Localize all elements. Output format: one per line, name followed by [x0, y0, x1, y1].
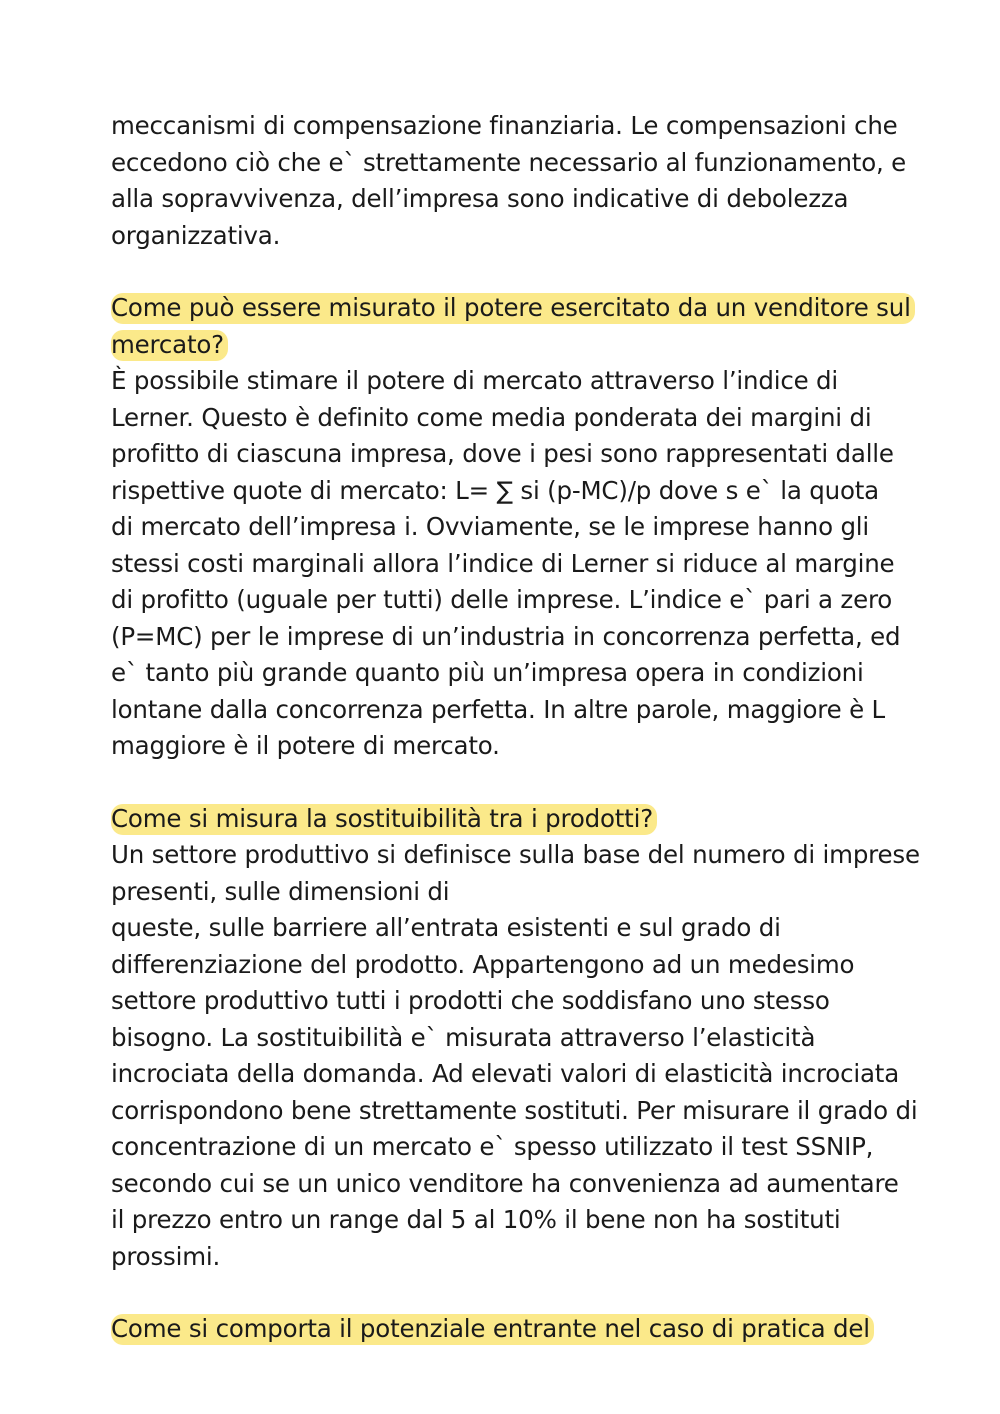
paragraph-gap	[111, 1275, 911, 1311]
answer-line: lontane dalla concorrenza perfetta. In altre parole, maggiore è L	[111, 694, 885, 724]
question-line	[111, 1311, 911, 1348]
text-line: meccanismi di compensazione finanziaria. Le compensazioni che	[111, 111, 898, 140]
answer-line: concentrazione di un mercato e` spesso utilizzato il test SSNIP,	[111, 1132, 874, 1161]
answer-line: profitto di ciascuna impresa, dove i pesi sono rappresentati dalle	[111, 439, 894, 468]
answer-line: il prezzo entro un range dal 5 al 10% il bene non ha sostituti	[111, 1205, 841, 1234]
answer-line: di mercato dell’impresa i. Ovviamente, se le imprese hanno gli	[111, 512, 870, 541]
question-line	[111, 290, 911, 327]
answer-line: di profitto (uguale per tutti) delle imprese. L’indice e` pari a zero	[111, 585, 893, 614]
answer-line: prossimi.	[111, 1241, 221, 1271]
text-line: alla sopravvivenza, dell’impresa sono indicative di debolezza	[111, 184, 849, 213]
answer-line: settore produttivo tutti i prodotti che soddisfano uno stesso	[111, 986, 830, 1015]
answer-line: queste, sulle barriere all’entrata esistenti e sul grado di	[111, 913, 781, 942]
answer-line: corrispondono bene strettamente sostituti. Per misurare il grado di	[111, 1095, 918, 1125]
answer-line: differenziazione del prodotto. Appartengono ad un medesimo	[111, 949, 855, 979]
highlighted-question: Come si comporta il potenziale entrante nel caso di pratica del	[111, 1314, 874, 1345]
answer-line: Lerner. Questo è definito come media ponderata dei margini di	[111, 402, 872, 432]
paragraph-intro	[111, 108, 911, 254]
answer-line: Un settore produttivo si definisce sulla base del numero di imprese	[111, 840, 920, 869]
question-line	[111, 327, 911, 364]
text-line: eccedono ciò che e` strettamente necessario al funzionamento, e	[111, 147, 907, 177]
answer-line: (P=MC) per le imprese di un’industria in concorrenza perfetta, ed	[111, 621, 901, 651]
answer-line: rispettive quote di mercato: L= ∑ si (p-MC)/p dove s e` la quota	[111, 475, 879, 505]
document-page	[111, 108, 920, 1348]
section-market-power	[111, 290, 911, 765]
paragraph-gap	[111, 254, 911, 290]
text-line: organizzativa.	[111, 220, 281, 250]
answer-line: maggiore è il potere di mercato.	[111, 731, 500, 760]
section-substitutability	[111, 801, 920, 1276]
highlighted-question: Come si misura la sostituibilità tra i prodotti?	[111, 804, 657, 835]
answer-line: È possibile stimare il potere di mercato attraverso l’indice di	[111, 366, 839, 395]
question-line	[111, 801, 911, 838]
answer-line: secondo cui se un unico venditore ha convenienza ad aumentare	[111, 1168, 899, 1198]
highlighted-question: mercato?	[111, 330, 228, 361]
answer-line: presenti, sulle dimensioni di	[111, 876, 450, 906]
answer-line: incrociata della domanda. Ad elevati valori di elasticità incrociata	[111, 1059, 900, 1088]
answer-line: bisogno. La sostituibilità e` misurata attraverso l’elasticità	[111, 1022, 816, 1052]
highlighted-question: Come può essere misurato il potere esercitato da un venditore sul	[111, 293, 915, 324]
section-potential-entrant	[111, 1311, 911, 1348]
answer-line: stessi costi marginali allora l’indice di Lerner si riduce al margine	[111, 548, 895, 578]
paragraph-gap	[111, 765, 911, 801]
answer-line: e` tanto più grande quanto più un’impresa opera in condizioni	[111, 658, 864, 687]
